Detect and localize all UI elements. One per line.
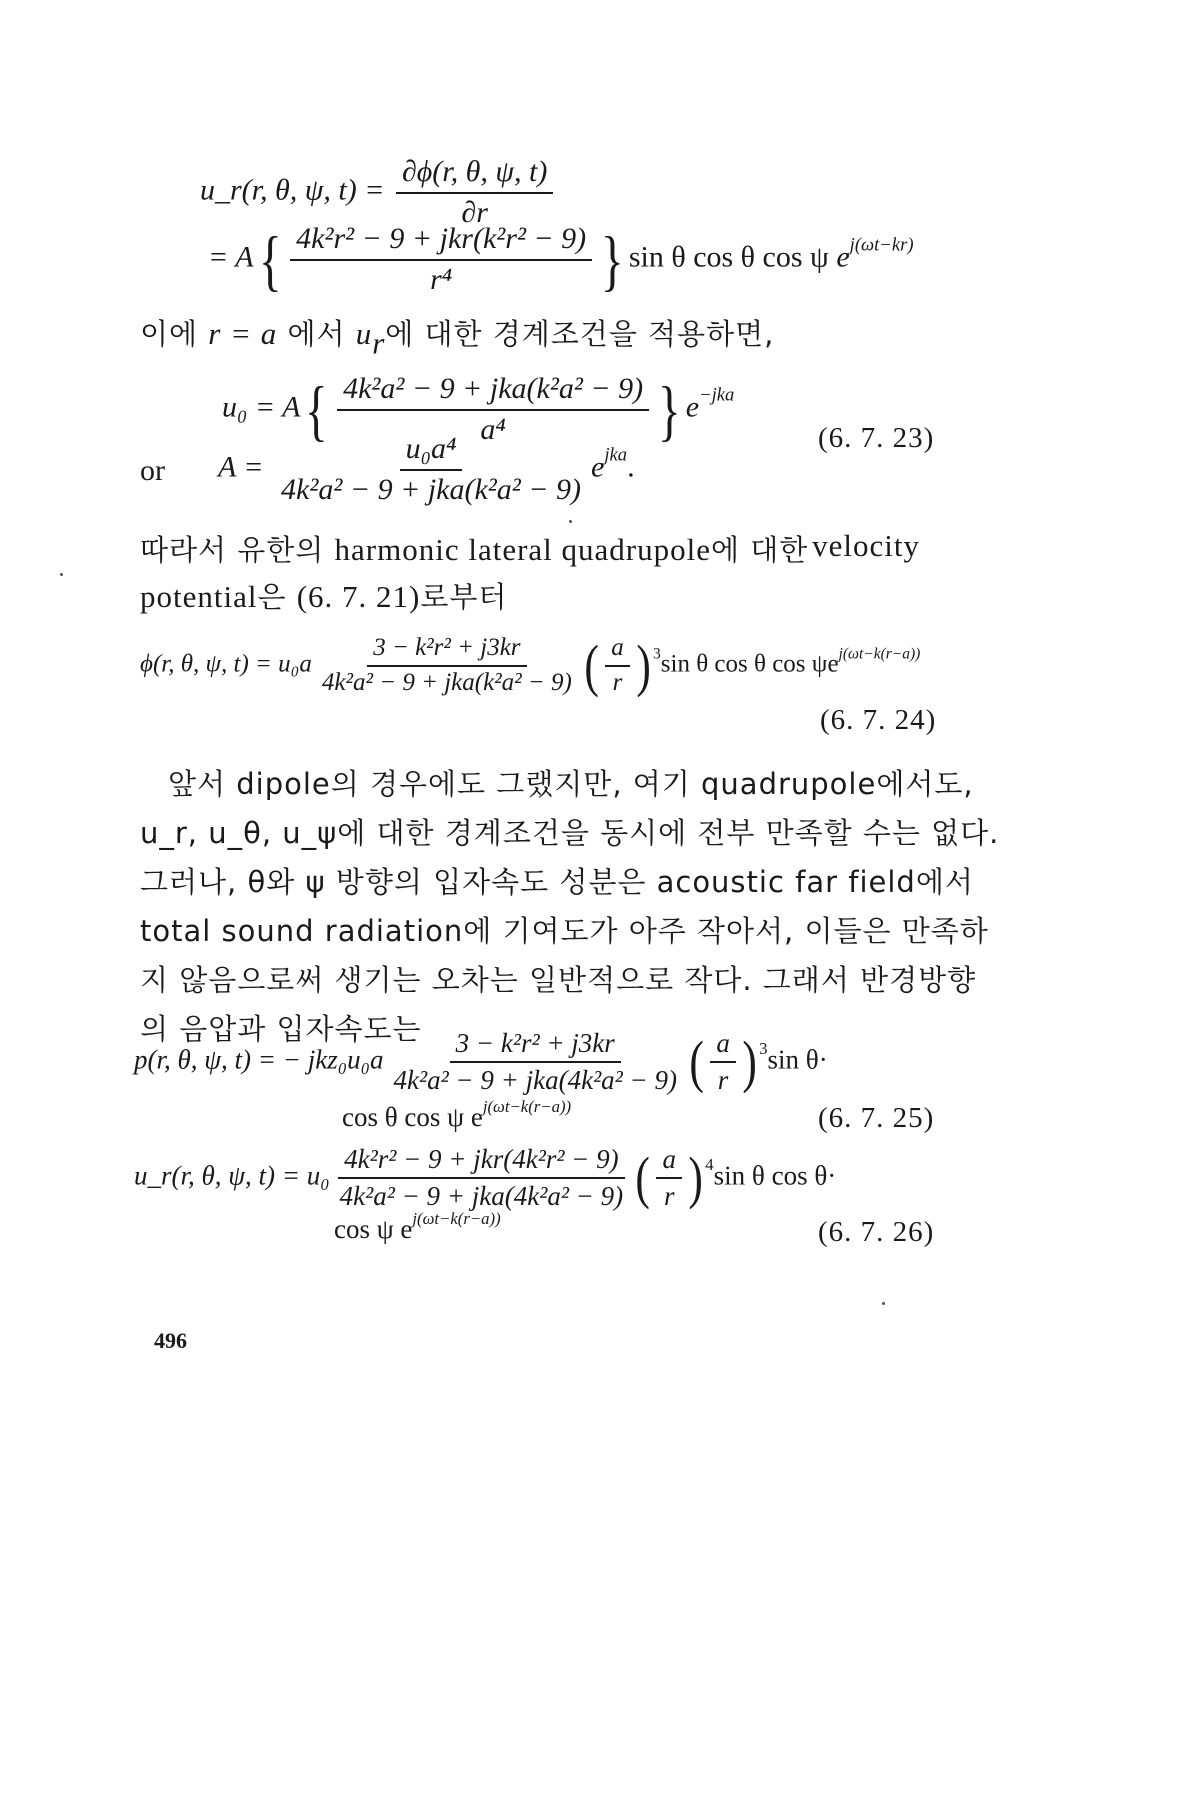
eq1-line1 [200, 155, 557, 230]
eq6-line2 [334, 1208, 501, 1245]
eq5-line1 [134, 1028, 828, 1096]
eq5-ratio-den: r [717, 1065, 729, 1096]
eq1-line2: = A{ $\frac{\text{4k²r² − 9 + jkr(k²r² − 9)}}{\text{r⁴}}$ } sin θ cos θ cos ψ $e^{j(\omega t-kr)}$ [208, 221, 914, 298]
eq5-ratio [710, 1028, 736, 1096]
eq1-denominator: ∂r [461, 195, 488, 229]
eq3-exponent: jka [604, 444, 628, 466]
para2-text-a: 따라서 유한의 [140, 533, 325, 567]
eq6-ratio [656, 1144, 682, 1212]
paragraph-2-line-2 [140, 575, 507, 616]
eq6-power: 4 [705, 1155, 714, 1175]
para3-line-3: 그러나, θ와 ψ 방향의 입자속도 성분은 acoustic far field에서 [140, 865, 974, 899]
eq4-power: 3 [653, 645, 661, 663]
eq-number-6-7-25: (6. 7. 25) [818, 1102, 935, 1134]
para3-line-2: u_r, u_θ, u_ψ에 대한 경계조건을 동시에 전부 만족할 수는 없다. [140, 816, 1000, 850]
eq-number-6-7-26: (6. 7. 26) [818, 1216, 935, 1248]
eq1-line2-numerator: 4k²r² − 9 + jkr(k²r² − 9) [290, 222, 592, 261]
eq5-lhs: p(r, θ, ψ, t) = − jkz₀u₀a [134, 1044, 384, 1075]
eq4-exponent: j(ωt−k(r−a)) [838, 645, 921, 663]
eq3-or-label: or [140, 454, 165, 487]
eq6-lhs: u_r(r, θ, ψ, t) = u₀ [134, 1160, 330, 1191]
para1-math-u: u [355, 316, 373, 351]
para2-text-c: 에 대한 [711, 533, 809, 567]
eq6-line2-exponent: j(ωt−k(r−a)) [412, 1208, 501, 1228]
scan-speck [60, 573, 63, 576]
eq6-tail: sin θ cos θ· [713, 1160, 837, 1191]
eq4-denominator: 4k²a² − 9 + jka(k²a² − 9) [321, 668, 572, 696]
eq4-tail: sin θ cos θ cos ψe [660, 650, 839, 678]
para1-text-a: 이에 [140, 317, 199, 351]
para2-text-b: harmonic lateral quadrupole [334, 532, 711, 567]
left-paren-glyph: ( [584, 632, 599, 698]
eq5-line2 [342, 1096, 572, 1133]
eq4-lhs: ϕ(r, θ, ψ, t) = u₀a [140, 650, 312, 678]
para3-line-1: 앞서 dipole의 경우에도 그랬지만, 여기 quadrupole에서도, [168, 767, 974, 801]
eq5-line2-exponent: j(ωt−k(r−a)) [482, 1096, 572, 1116]
eq3-fraction [275, 432, 587, 507]
right-paren-glyph: ) [688, 1145, 703, 1211]
eq5-ratio-num: a [710, 1028, 736, 1063]
para2-text-h: 로부터 [420, 580, 508, 614]
paragraph-3 [140, 760, 999, 1054]
para3-line-5: 지 않음으로써 생기는 오차는 일반적으로 작다. 그래서 반경방향 [140, 963, 977, 997]
eq6-fraction [334, 1144, 629, 1212]
eq5-denominator: 4k²a² − 9 + jka(4k²a² − 9) [393, 1065, 677, 1096]
para1-text-e: 에 대한 경계조건을 적용하면, [385, 317, 775, 351]
eq5-fraction [388, 1028, 683, 1096]
eq4-fraction [316, 634, 578, 698]
right-brace-glyph: } [601, 221, 624, 298]
eq5-line2-text: cos θ cos ψ e [342, 1102, 483, 1132]
eq4-ratio-den: r [612, 668, 623, 696]
paragraph-2-line-1 [140, 528, 920, 569]
eq6-ratio-num: a [656, 1144, 682, 1179]
left-paren-glyph: ( [635, 1145, 651, 1211]
para1-text-c: 에서 [287, 317, 346, 351]
eq5-numerator: 3 − k²r² + j3kr [450, 1028, 621, 1063]
eq1-fraction [396, 155, 553, 230]
eq3-numerator: u₀a⁴ [400, 432, 463, 471]
eq5-power: 3 [759, 1039, 768, 1059]
right-paren-glyph: ) [636, 632, 651, 698]
eq1-line2-denominator: r⁴ [430, 262, 453, 296]
eq3: A = $\frac{\text{u₀a⁴}}{\text{4k²a² − 9 + jka(k²a² − 9)}}$ $e^{jka}$. [218, 432, 635, 506]
para2-text-f: 은 [257, 580, 287, 614]
para2-text-d: velocity [812, 528, 920, 563]
eq1-line2-prefix: = A [208, 240, 254, 274]
eq-number-6-7-24: (6. 7. 24) [820, 704, 937, 736]
para1-math-u-sub: r [372, 325, 386, 361]
eq1-line2-exponent: j(ωt−kr) [849, 234, 914, 256]
eq2-numerator: 4k²a² − 9 + jka(k²a² − 9) [337, 372, 649, 411]
eq2-exponent: −jka [699, 384, 735, 406]
eq4 [140, 634, 920, 698]
eq2-lhs: u₀ = A [222, 390, 301, 424]
left-brace-glyph: { [258, 221, 282, 298]
para2-text-e: potential [140, 579, 258, 614]
para1-math-r-eq-a: r = a [208, 316, 278, 351]
eq2: u₀ = A{ $\frac{\text{4k²a² − 9 + jka(k²a² − 9)}}{\text{a⁴}}$ } $e^{-jka}$ [222, 371, 735, 448]
eq2-denominator: a⁴ [480, 412, 506, 446]
eq4-numerator: 3 − k²r² + j3kr [367, 634, 526, 667]
eq1-numerator: ∂ϕ(r, θ, ψ, t) [396, 155, 553, 194]
eq-number-6-7-23: (6. 7. 23) [818, 422, 935, 454]
para3-line-4: total sound radiation에 기여도가 아주 작아서, 이들은 만족하 [140, 914, 989, 948]
scan-speck [882, 1302, 885, 1305]
eq6-line1 [134, 1144, 836, 1212]
left-brace-glyph: { [305, 371, 329, 448]
scan-speck [569, 520, 572, 523]
paragraph-1 [140, 312, 775, 361]
page-number: 496 [154, 1328, 187, 1353]
eq6-denominator: 4k²a² − 9 + jka(4k²a² − 9) [339, 1181, 624, 1212]
eq5-tail: sin θ· [767, 1044, 828, 1075]
eq6-ratio-den: r [663, 1181, 675, 1212]
eq3-denominator: 4k²a² − 9 + jka(k²a² − 9) [281, 472, 582, 506]
left-paren-glyph: ( [689, 1029, 704, 1095]
eq4-ratio-num: a [605, 634, 630, 667]
eq1-lhs: u_r(r, θ, ψ, t) = [200, 173, 385, 207]
eq1-line2-tail: sin θ cos θ cos ψ [628, 240, 829, 274]
eq6-line2-text: cos ψ e [334, 1214, 413, 1244]
eq3-lhs: A = [218, 450, 264, 484]
eq4-ratio [605, 634, 630, 698]
eq6-numerator: 4k²r² − 9 + jkr(4k²r² − 9) [338, 1144, 625, 1179]
eq1-line2-fraction [290, 222, 592, 297]
para2-text-g: (6. 7. 21) [296, 579, 421, 614]
right-paren-glyph: ) [742, 1029, 757, 1095]
para3-line-6: 의 음압과 입자속도는 [140, 1012, 422, 1046]
right-brace-glyph: } [657, 371, 681, 448]
